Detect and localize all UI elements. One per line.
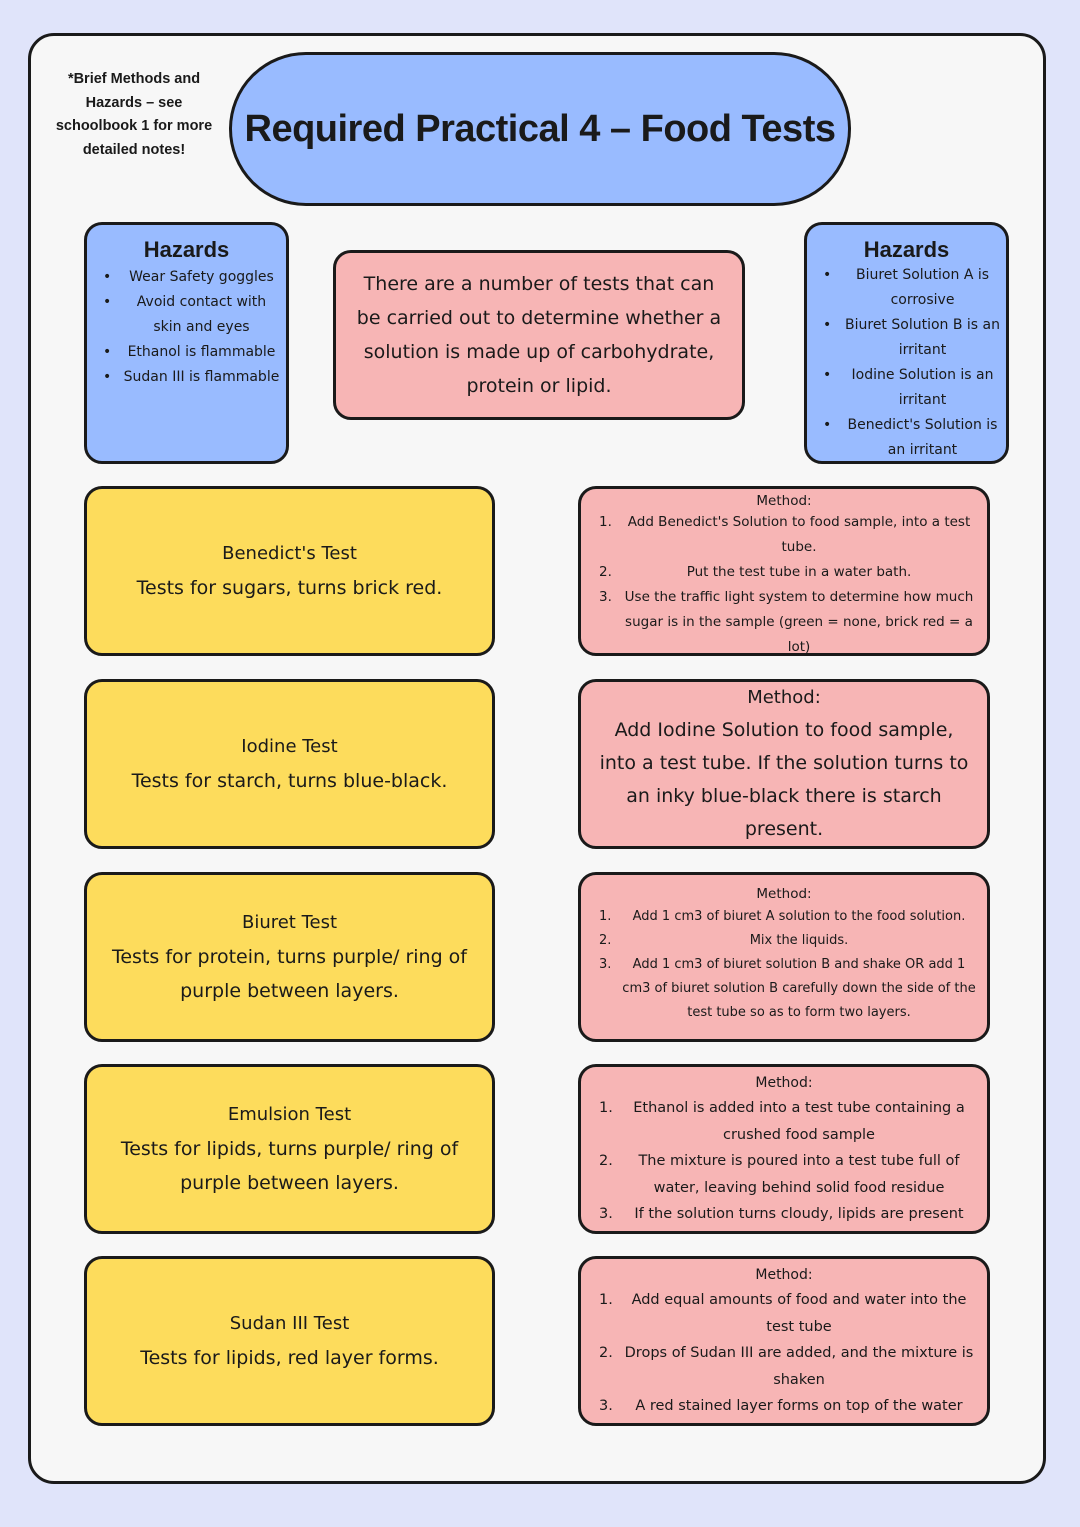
method-steps <box>589 905 979 1025</box>
intro-box <box>333 250 745 420</box>
method-heading: Method: <box>755 1267 813 1283</box>
test-box-benedicts <box>84 486 495 656</box>
method-text: Add Iodine Solution to food sample, into a test tube. If the solution turns to an inky blue-black there is starch present. <box>599 719 969 840</box>
test-description: Tests for lipids, red layer forms. <box>140 1347 439 1369</box>
test-description: Tests for sugars, turns brick red. <box>136 577 443 599</box>
method-box-biuret <box>578 872 990 1042</box>
method-step: 1. Add 1 cm3 of biuret A solution to the food solution. <box>599 909 966 924</box>
hazard-item: • Iodine Solution is an irritant <box>815 363 1004 413</box>
hazards-box-left <box>84 222 289 464</box>
method-step: 3. Use the traffic light system to determine how much sugar is in the sample (green = none, brick red = a lot) <box>599 589 974 655</box>
test-box-biuret <box>84 872 495 1042</box>
method-step: 3. If the solution turns cloudy, lipids are present <box>599 1206 964 1222</box>
hazard-item: • Avoid contact with skin and eyes <box>95 290 282 340</box>
test-name: Emulsion Test <box>227 1104 352 1125</box>
test-description: Tests for lipids, turns purple/ ring of purple between layers. <box>120 1138 459 1194</box>
method-box-benedicts <box>578 486 990 656</box>
method-step: 2. Put the test tube in a water bath. <box>599 564 912 580</box>
intro-text: There are a number of tests that can be carried out to determine whether a solution is made up of carbohydrate, protein or lipid. <box>356 273 722 397</box>
method-heading: Method: <box>756 886 812 902</box>
hazard-item: • Biuret Solution B is an irritant <box>815 313 1004 363</box>
method-box-sudan <box>578 1256 990 1426</box>
method-step: 2. Mix the liquids. <box>599 933 849 948</box>
hazards-title: Hazards <box>143 237 230 262</box>
test-box-emulsion <box>84 1064 495 1234</box>
test-name: Iodine Test <box>241 736 338 757</box>
hazards-list <box>807 263 1006 463</box>
page-title: Required Practical 4 – Food Tests <box>244 107 836 150</box>
test-box-iodine <box>84 679 495 849</box>
method-heading: Method: <box>756 493 812 509</box>
method-steps <box>589 1287 979 1420</box>
method-step: 2. The mixture is poured into a test tube full of water, leaving behind solid food residue <box>599 1153 960 1196</box>
method-step: 1. Add equal amounts of food and water into the test tube <box>599 1292 967 1335</box>
test-box-sudan <box>84 1256 495 1426</box>
test-name: Biuret Test <box>241 912 338 933</box>
method-step: 3. Add 1 cm3 of biuret solution B and shake OR add 1 cm3 of biuret solution B carefully down the side of the test tube so as to form two layers. <box>599 957 976 1020</box>
method-steps <box>589 1095 979 1228</box>
hazard-item: • Wear Safety goggles <box>95 265 282 290</box>
hazards-list <box>87 265 286 390</box>
hazards-title: Hazards <box>863 237 950 262</box>
test-name: Benedict's Test <box>222 543 357 564</box>
hazards-box-right <box>804 222 1009 464</box>
method-step: 1. Add Benedict's Solution to food sample, into a test tube. <box>599 514 971 555</box>
method-box-iodine <box>578 679 990 849</box>
hazard-item: • Ethanol is flammable <box>95 340 282 365</box>
hazard-item: • Biuret Solution A is corrosive <box>815 263 1004 313</box>
test-name: Sudan III Test <box>229 1313 350 1334</box>
hazard-item: • Sudan III is flammable <box>95 365 282 390</box>
method-step: 3. A red stained layer forms on top of the water <box>599 1398 963 1414</box>
note-text: *Brief Methods and Hazards – see schoolbook 1 for more detailed notes! <box>55 71 213 158</box>
method-heading: Method: <box>747 687 821 708</box>
title-banner <box>229 52 851 206</box>
method-heading: Method: <box>755 1075 813 1091</box>
hazard-item: • Benedict's Solution is an irritant <box>815 413 1004 463</box>
method-box-emulsion <box>578 1064 990 1234</box>
test-description: Tests for starch, turns blue-black. <box>131 770 448 792</box>
method-step: 2. Drops of Sudan III are added, and the mixture is shaken <box>599 1345 974 1388</box>
method-steps <box>589 510 979 660</box>
method-step: 1. Ethanol is added into a test tube containing a crushed food sample <box>599 1100 965 1143</box>
test-description: Tests for protein, turns purple/ ring of purple between layers. <box>111 946 468 1002</box>
